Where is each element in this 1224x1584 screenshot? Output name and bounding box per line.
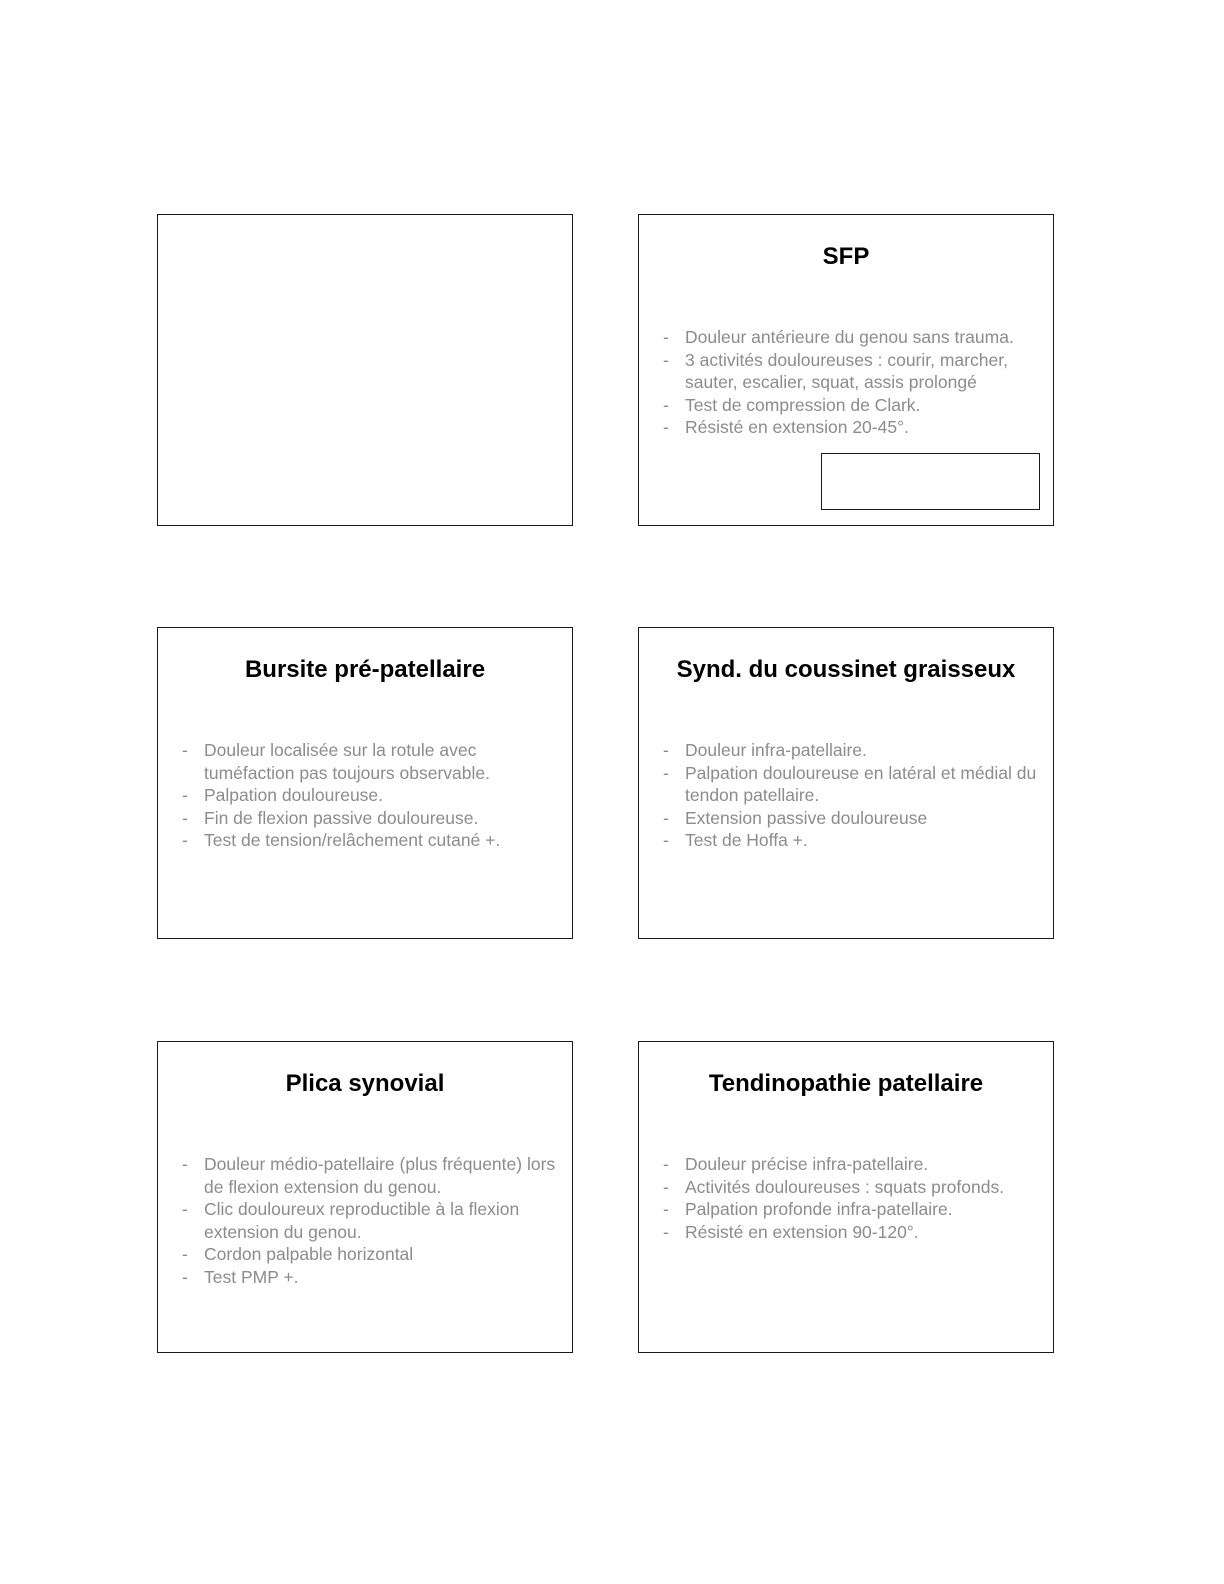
- empty-placeholder-box: [821, 453, 1040, 510]
- slide-title: SFP: [822, 243, 870, 270]
- bullet-list: [158, 739, 572, 852]
- bullet-item: - Fin de flexion passive douloureuse.: [182, 807, 479, 828]
- bullet-item: - Test PMP +.: [182, 1266, 299, 1287]
- bullet-item: - Activités douloureuses : squats profonds.: [663, 1176, 1005, 1197]
- slide-bursite: [157, 627, 573, 939]
- bullet-item: - Douleur médio-patellaire (plus fréquente) lors de flexion extension du genou.: [182, 1154, 556, 1197]
- bullet-item: - Palpation douloureuse en latéral et médial du tendon patellaire.: [663, 762, 1037, 805]
- bullet-item: - Extension passive douloureuse: [663, 807, 928, 828]
- bullet-item: - Test de compression de Clark.: [663, 394, 921, 415]
- bullet-item: - Douleur infra-patellaire.: [663, 740, 867, 760]
- slide-sfp: [638, 214, 1054, 526]
- bullet-item: - Palpation profonde infra-patellaire.: [663, 1199, 953, 1219]
- bullet-item: - Palpation douloureuse.: [182, 785, 384, 805]
- bullet-list: [639, 1153, 1053, 1243]
- slide-title: Tendinopathie patellaire: [708, 1070, 984, 1097]
- slide-plica: [157, 1041, 573, 1353]
- bullet-item: - 3 activités douloureuses : courir, marcher, sauter, escalier, squat, assis prolongé: [663, 349, 1008, 392]
- bullet-item: - Douleur antérieure du genou sans trauma.: [663, 327, 1014, 347]
- bullet-item: - Douleur précise infra-patellaire.: [663, 1154, 929, 1174]
- slide-title: Plica synovial: [285, 1070, 445, 1097]
- slide-coussinet: [638, 627, 1054, 939]
- slide-title: Synd. du coussinet graisseux: [676, 656, 1016, 683]
- bullet-list: [158, 1153, 572, 1288]
- bullet-list: [639, 739, 1053, 852]
- bullet-item: - Clic douloureux reproductible à la flexion extension du genou.: [182, 1199, 520, 1242]
- slide-tendinopathie: [638, 1041, 1054, 1353]
- bullet-item: - Résisté en extension 90-120°.: [663, 1221, 919, 1242]
- slide-1-empty: [157, 214, 573, 526]
- bullet-item: - Test de tension/relâchement cutané +.: [182, 830, 501, 850]
- bullet-list: [639, 326, 1053, 439]
- slide-title: Bursite pré-patellaire: [244, 656, 486, 683]
- bullet-item: - Test de Hoffa +.: [663, 830, 808, 850]
- bullet-item: - Cordon palpable horizontal: [182, 1244, 414, 1264]
- bullet-item: - Douleur localisée sur la rotule avec tuméfaction pas toujours observable.: [182, 740, 490, 783]
- bullet-item: - Résisté en extension 20-45°.: [663, 417, 909, 437]
